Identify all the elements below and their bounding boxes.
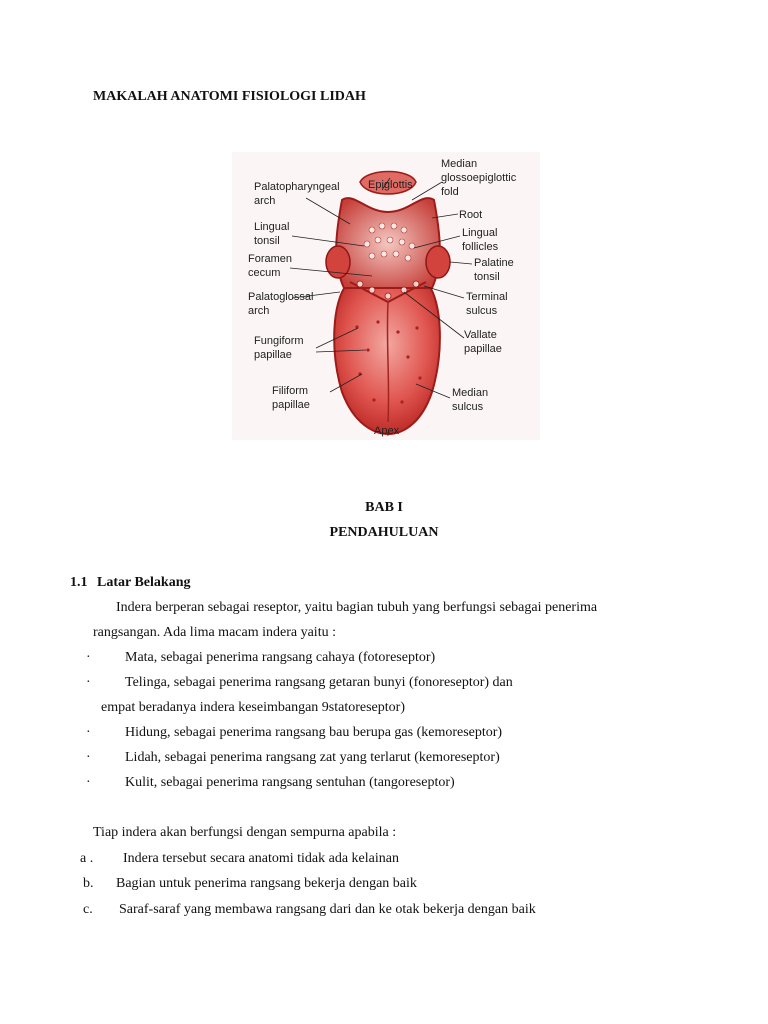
tongue-anatomy-figure: [232, 152, 540, 440]
label-foramen-1: Foramen: [248, 253, 293, 265]
label-palatopharyngeal: Palatopharyngeal: [254, 181, 340, 193]
palatine-tonsil-right: [426, 246, 450, 278]
label-median-gef-3: fold: [441, 186, 459, 198]
list-item: Telinga, sebagai penerima rangsang getaran bunyi (fonoreseptor) dan: [125, 675, 513, 690]
label-palatopharyngeal-arch: arch: [254, 195, 276, 207]
intro-paragraph-line1: Indera berperan sebagai reseptor, yaitu bagian tubuh yang berfungsi sebagai penerima: [116, 600, 598, 615]
bullet-icon: ·: [86, 775, 91, 790]
label-lingual-tonsil-2: tonsil: [254, 235, 280, 247]
label-vallate-2: papillae: [464, 343, 502, 355]
list-item: Indera tersebut secara anatomi tidak ada kelainan: [123, 851, 399, 866]
list-item-continuation: empat beradanya indera keseimbangan 9statoreseptor): [101, 700, 405, 715]
label-fungiform-1: Fungiform: [254, 335, 304, 347]
label-median-gef-2: glossoepiglottic: [441, 172, 517, 184]
intro-paragraph-line2: rangsangan. Ada lima macam indera yaitu :: [93, 625, 336, 640]
section-title: Latar Belakang: [97, 575, 191, 590]
label-foramen-2: cecum: [248, 267, 281, 279]
bullet-icon: ·: [86, 675, 91, 690]
conditions-intro: Tiap indera akan berfungsi dengan sempurna apabila :: [93, 825, 397, 840]
tongue-root: [336, 198, 440, 288]
list-marker: c.: [83, 902, 93, 917]
tongue-diagram: [232, 152, 540, 440]
label-lingual-tonsil-1: Lingual: [254, 221, 290, 233]
label-epiglottis: Epiglottis: [368, 179, 413, 191]
label-terminal-2: sulcus: [466, 305, 498, 317]
label-root: Root: [459, 209, 483, 221]
label-vallate-1: Vallate: [464, 329, 497, 341]
label-apex: Apex: [374, 425, 400, 437]
document-title: MAKALAH ANATOMI FISIOLOGI LIDAH: [93, 89, 366, 104]
list-marker: b.: [83, 876, 94, 891]
list-marker: a .: [80, 851, 94, 866]
label-lingual-follicles-2: follicles: [462, 241, 499, 253]
label-median-sulcus-2: sulcus: [452, 401, 484, 413]
list-item: Bagian untuk penerima rangsang bekerja dengan baik: [116, 876, 417, 891]
label-median-sulcus-1: Median: [452, 387, 489, 399]
list-item: Mata, sebagai penerima rangsang cahaya (fotoreseptor): [125, 650, 436, 665]
label-median-gef-1: Median: [441, 158, 478, 170]
list-item: Kulit, sebagai penerima rangsang sentuhan (tangoreseptor): [125, 775, 455, 790]
label-filiform-1: Filiform: [272, 385, 309, 397]
bullet-icon: ·: [86, 725, 91, 740]
section-number: 1.1: [70, 575, 88, 590]
label-palatine-1: Palatine: [474, 257, 514, 269]
label-fungiform-2: papillae: [254, 349, 292, 361]
list-item: Saraf-saraf yang membawa rangsang dari dan ke otak bekerja dengan baik: [119, 902, 536, 917]
list-item: Lidah, sebagai penerima rangsang zat yang terlarut (kemoreseptor): [125, 750, 500, 765]
list-item: Hidung, sebagai penerima rangsang bau berupa gas (kemoreseptor): [125, 725, 503, 740]
label-palatine-2: tonsil: [474, 271, 500, 283]
bullet-icon: ·: [86, 650, 91, 665]
label-palatoglossal-1: Palatoglossal: [248, 291, 314, 303]
tongue-body: [334, 284, 440, 434]
chapter-title: PENDAHULUAN: [329, 525, 439, 540]
label-terminal-1: Terminal: [466, 291, 508, 303]
chapter-number: BAB I: [365, 500, 403, 515]
label-filiform-2: papillae: [272, 399, 310, 411]
label-palatoglossal-2: arch: [248, 305, 270, 317]
label-lingual-follicles-1: Lingual: [462, 227, 498, 239]
bullet-icon: ·: [86, 750, 91, 765]
